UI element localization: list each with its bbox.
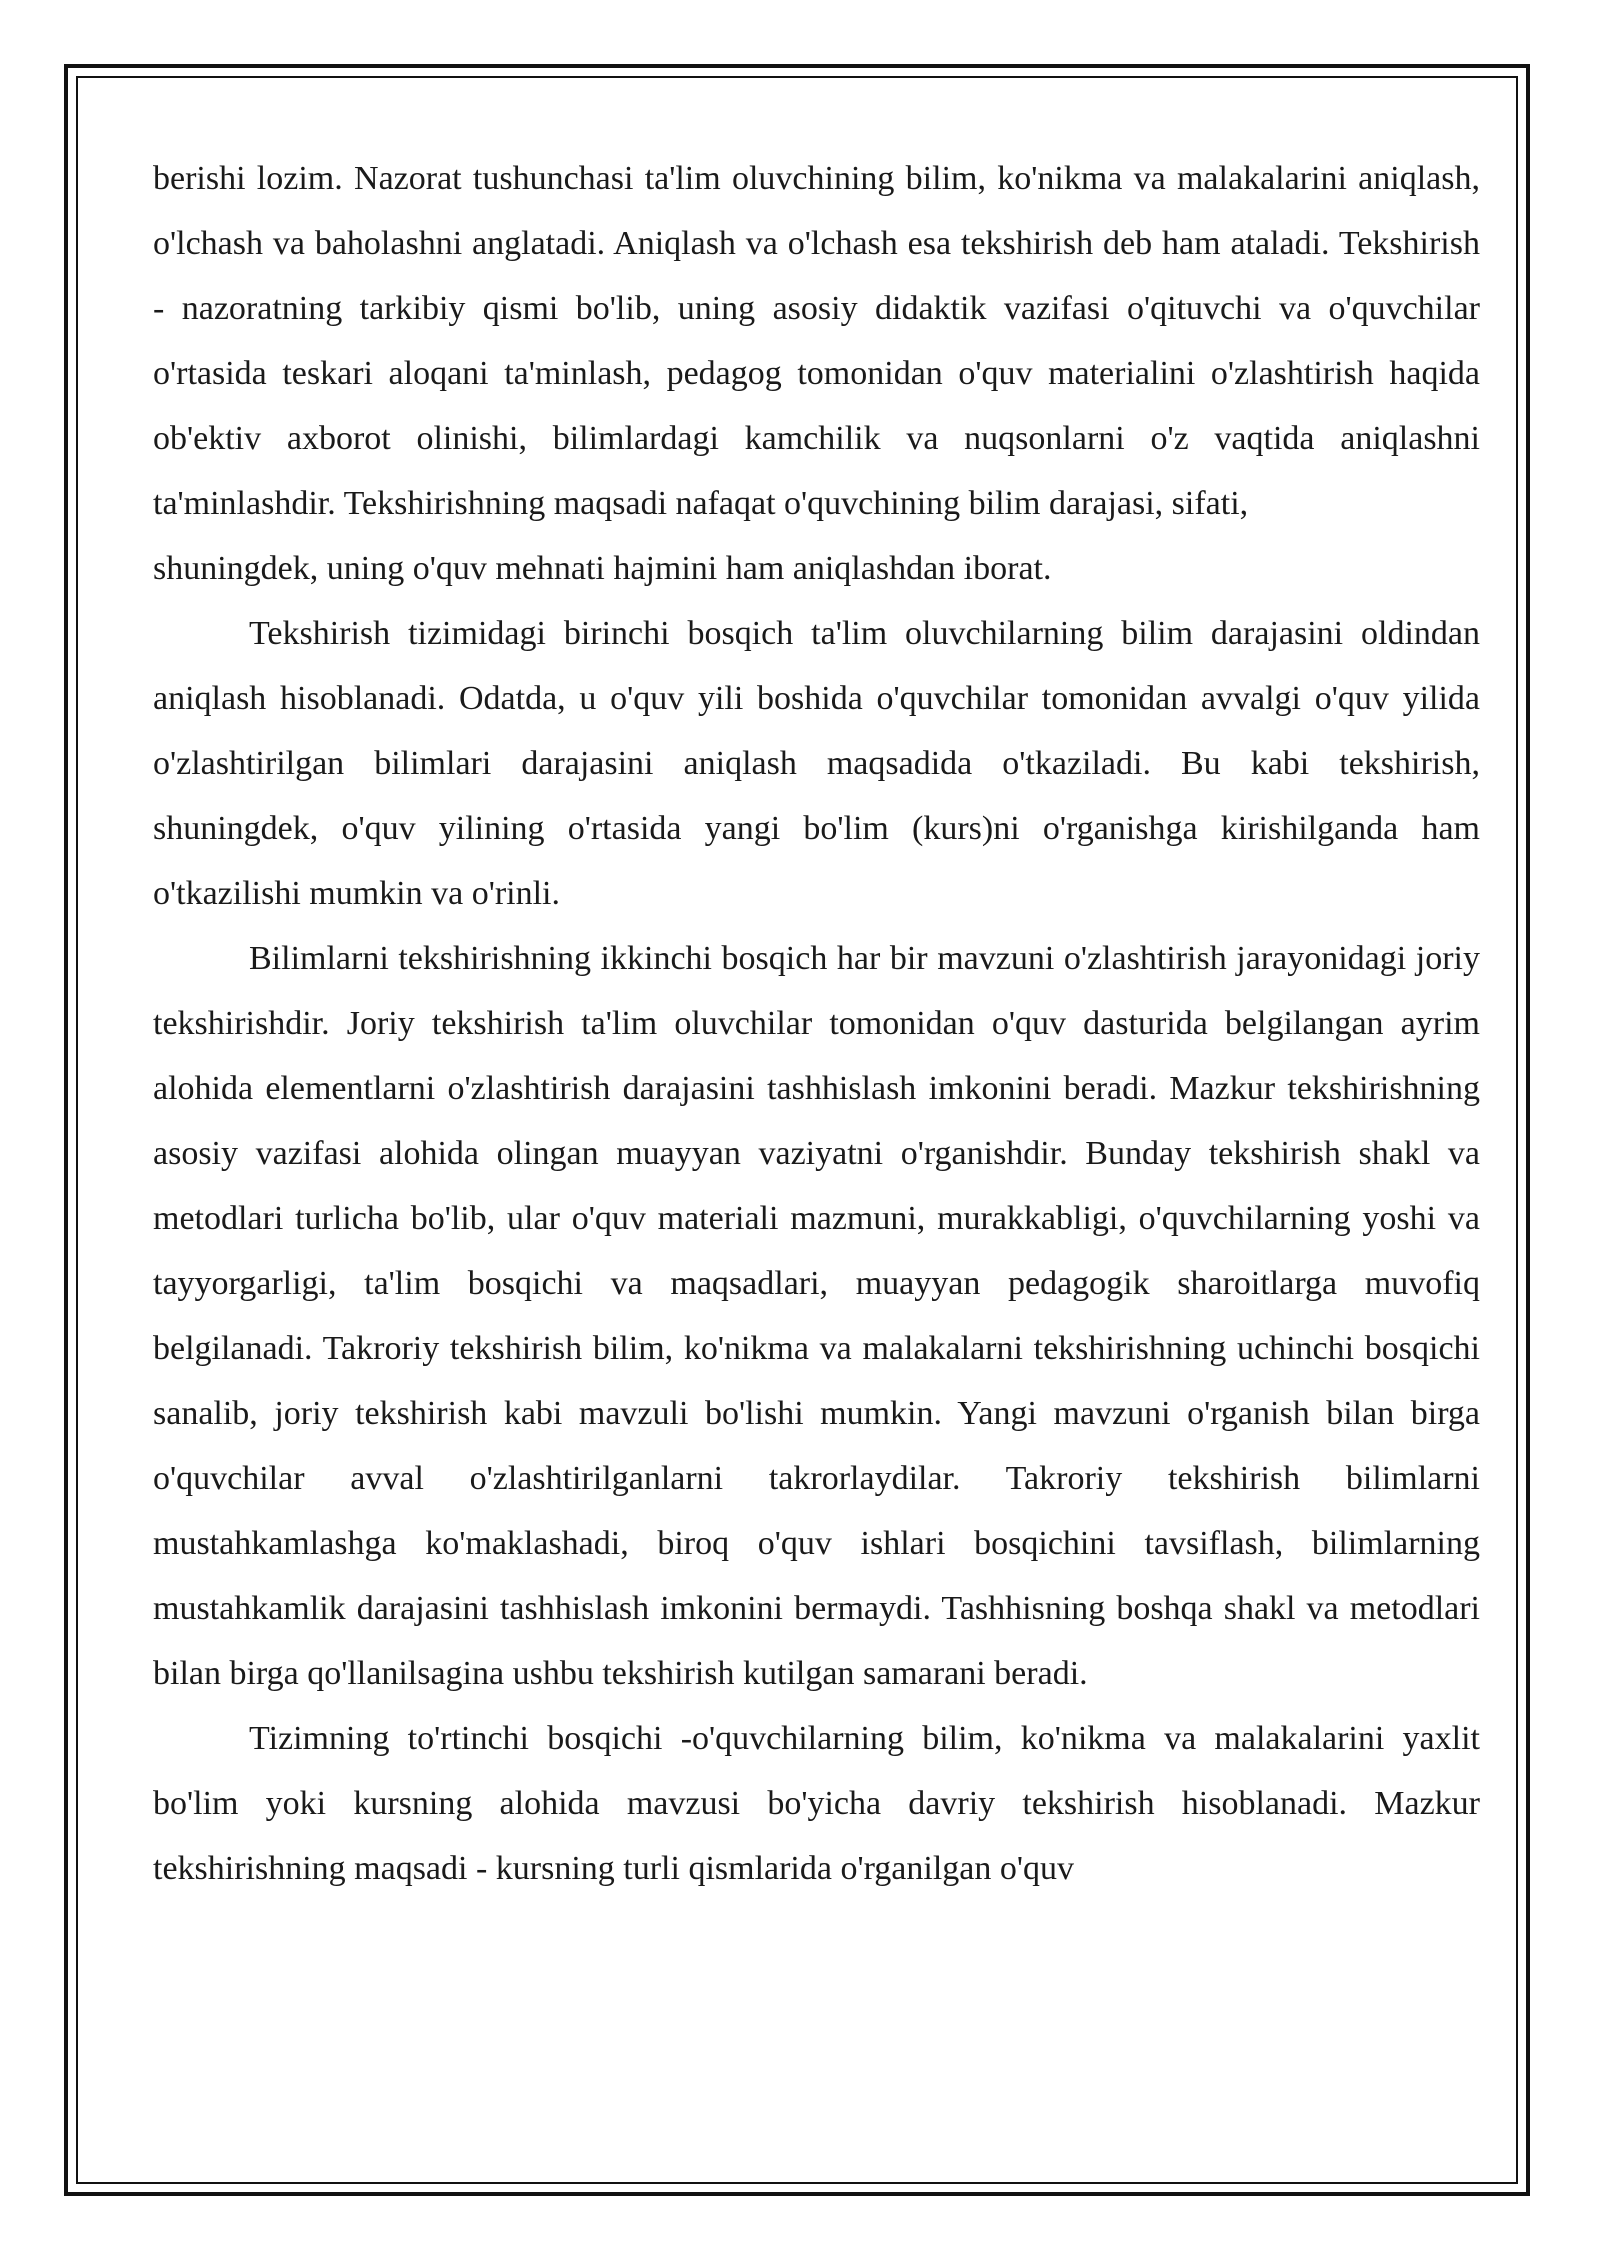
paragraph-2: Tekshirish tizimidagi birinchi bosqich ta'lim oluvchilarning bilim darajasini oldindan aniqlash hisoblanadi. Odatda, u o'quv yili boshida o'quvchilar tomonidan avvalgi o'quv yilida o'zlashtirilgan bilimlari darajasini aniqlash maqsadida o'tkaziladi. Bu kabi tekshirish, shuningdek, o'quv yilining o'rtasida yangi bo'lim (kurs)ni o'rganishga kirishilganda ham o'tkazilishi mumkin va o'rinli. [153,615,1480,912]
paragraph-3: Bilimlarni tekshirishning ikkinchi bosqich har bir mavzuni o'zlashtirish jarayonidagi joriy tekshirishdir. Joriy tekshirish ta'lim oluvchilar tomonidan o'quv dasturida belgilangan ayrim alohida elementlarni o'zlashtirish darajasini tashhislash imkonini beradi. Mazkur tekshirishning asosiy vazifasi alohida olingan muayyan vaziyatni o'rganishdir. Bunday tekshirish shakl va metodlari turlicha bo'lib, ular o'quv materiali mazmuni, murakkabligi, o'quvchilarning yoshi va tayyorgarligi, ta'lim bosqichi va maqsadlari, muayyan pedagogik sharoitlarga muvofiq belgilanadi. Takroriy tekshirish bilim, ko'nikma va malakalarni tekshirishning uchinchi bosqichi sanalib, joriy tekshirish kabi mavzuli bo'lishi mumkin. Yangi mavzuni o'rganish bilan birga o'quvchilar avval o'zlashtirilganlarni takrorlaydilar. Takroriy tekshirish bilimlarni mustahkamlashga ko'maklashadi, biroq o'quv ishlari bosqichini tavsiflash, bilimlarning mustahkamlik darajasini tashhislash imkonini bermaydi. Tashhisning boshqa shakl va metodlari bilan birga qo'llanilsagina ushbu tekshirish kutilgan samarani beradi. [153,940,1480,1692]
paragraph-1-text: berishi lozim. Nazorat tushunchasi ta'lim oluvchining bilim, ko'nikma va malakalarini aniqlash, o'lchash va baholashni anglatadi. Aniqlash va o'lchash esa tekshirish deb ham ataladi. Tekshirish - nazoratning tarkibiy qismi bo'lib, uning asosiy didaktik vazifasi o'qituvchi va o'quvchilar o'rtasida teskari aloqani ta'minlash, pedagog tomonidan o'quv materialini o'zlashtirish haqida ob'ektiv axborot olinishi, bilimlardagi kamchilik va nuqsonlarni o'z vaqtida aniqlashni ta'minlashdir. Tekshirishning maqsadi nafaqat o'quvchining bilim darajasi, sifati, [153,160,1480,522]
paragraph-4: Tizimning to'rtinchi bosqichi -o'quvchilarning bilim, ko'nikma va malakalarini yaxlit bo'lim yoki kursning alohida mavzusi bo'yicha davriy tekshirish hisoblanadi. Mazkur tekshirishning maqsadi - kursning turli qismlarida o'rganilgan o'quv [153,1720,1480,1887]
paragraph-1-continuation: shuningdek, uning o'quv mehnati hajmini ham aniqlashdan iborat. [153,550,1052,587]
paragraph-1 [153,146,1480,601]
document-body [153,146,1480,1901]
